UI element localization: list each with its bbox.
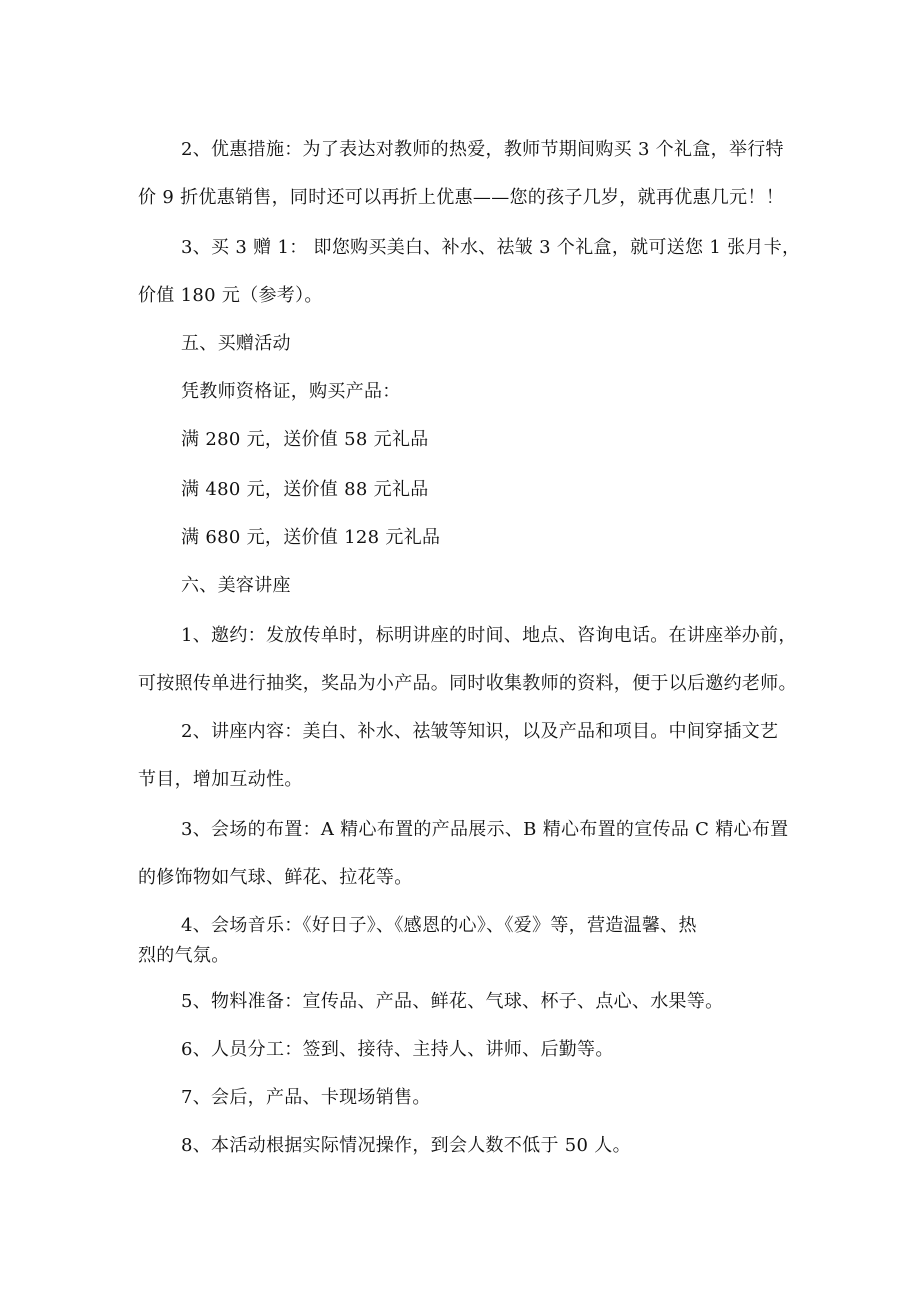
para-line: 5、物料准备：宣传品、产品、鲜花、气球、杯子、点心、水果等。 <box>181 991 724 1012</box>
section-heading: 六、美容讲座 <box>181 575 291 596</box>
para-line: 6、人员分工：签到、接待、主持人、讲师、后勤等。 <box>181 1039 614 1060</box>
para-line: 的修饰物如气球、鲜花、拉花等。 <box>138 867 413 888</box>
para-line: 7、会后，产品、卡现场销售。 <box>181 1087 431 1108</box>
para-line: 价 9 折优惠销售，同时还可以再折上优惠——您的孩子几岁，就再优惠几元！！ <box>138 187 784 208</box>
para-line: 8、本活动根据实际情况操作，到会人数不低于 50 人。 <box>181 1135 631 1156</box>
para-line: 2、讲座内容：美白、补水、祛皱等知识，以及产品和项目。中间穿插文艺 <box>181 721 779 742</box>
para-line: 可按照传单进行抽奖，奖品为小产品。同时收集教师的资料，便于以后邀约老师。 <box>138 673 797 694</box>
list-item: 满 680 元，送价值 128 元礼品 <box>181 527 441 548</box>
para-line: 价值 180 元（参考）。 <box>138 285 323 306</box>
para-line: 凭教师资格证，购买产品： <box>181 381 401 402</box>
para-line: 1、邀约：发放传单时，标明讲座的时间、地点、咨询电话。在讲座举办前， <box>181 625 797 646</box>
list-item: 满 280 元，送价值 58 元礼品 <box>181 429 429 450</box>
para-line: 4、会场音乐：《好日子》、《感恩的心》、《爱》等，营造温馨、热 <box>181 915 697 936</box>
para-line: 2、优惠措施：为了表达对教师的热爱，教师节期间购买 3 个礼盒，举行特 <box>181 139 784 160</box>
para-line: 烈的气氛。 <box>138 945 230 966</box>
para-line: 3、会场的布置：A 精心布置的产品展示、B 精心布置的宣传品 C 精心布置 <box>181 819 789 840</box>
section-heading: 五、买赠活动 <box>181 333 291 354</box>
para-line: 节目，增加互动性。 <box>138 769 303 790</box>
list-item: 满 480 元，送价值 88 元礼品 <box>181 479 429 500</box>
para-line: 3、买 3 赠 1： 即您购买美白、补水、祛皱 3 个礼盒，就可送您 1 张月卡， <box>181 237 801 258</box>
